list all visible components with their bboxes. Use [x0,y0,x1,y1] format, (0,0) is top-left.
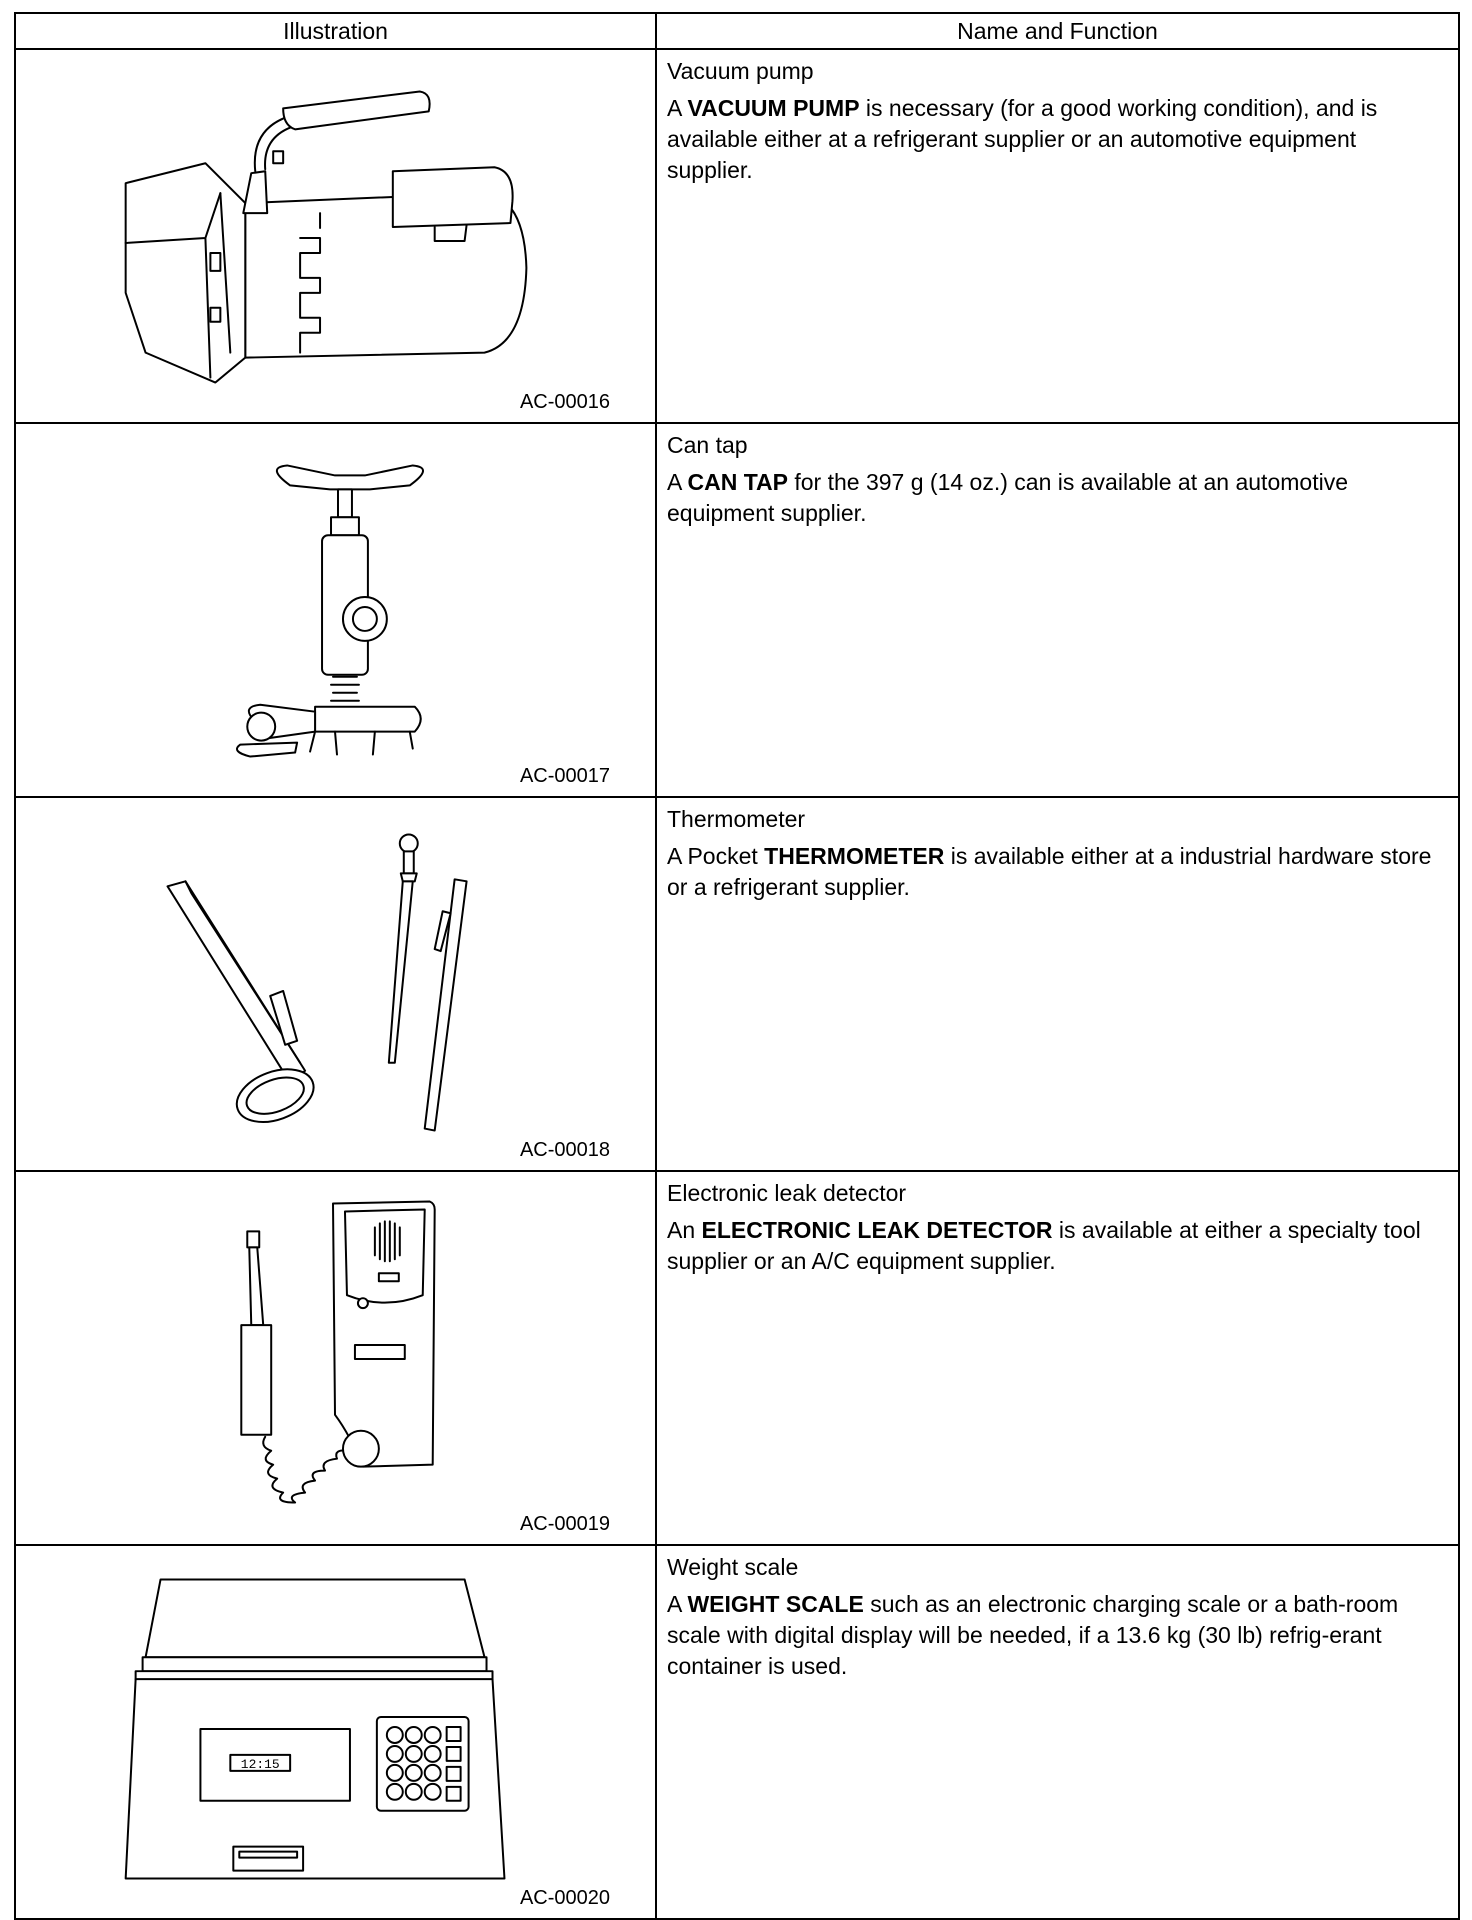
illustration-cell [15,49,656,423]
header-name-function: Name and Function [656,13,1459,49]
illustration-cell [15,797,656,1171]
figure-id: AC-00016 [519,391,610,413]
weight-scale-icon [16,1546,655,1918]
name-function-cell [656,1171,1459,1545]
table-row [15,49,1459,423]
table-row [15,1545,1459,1919]
tool-description [667,1215,1448,1277]
tool-name: Vacuum pump [667,58,814,84]
description-term: WEIGHT SCALE [687,1591,864,1617]
illustration-cell [15,1545,656,1919]
description-lead: A Pocket [667,843,765,869]
table-header-row [15,13,1459,49]
tool-name: Thermometer [667,806,806,832]
tools-table [14,12,1460,1920]
tool-name: Weight scale [667,1554,799,1580]
figure-id: AC-00017 [519,765,610,787]
description-lead: An [667,1217,702,1243]
description-lead: A [667,95,688,121]
description-text: is necessary (for a good working condition), and is available either at a refrigerant supplier or an automotive equipment supplier. [667,95,1378,183]
vacuum-pump-icon [16,50,655,422]
header-illustration: Illustration [15,13,656,49]
description-text: for the 397 g (14 oz.) can is available at an automotive equipment supplier. [667,469,1348,526]
tool-description [667,467,1448,529]
description-lead: A [667,1591,688,1617]
description-term: VACUUM PUMP [687,95,860,121]
name-function-cell [656,49,1459,423]
description-text: such as an electronic charging scale or a bath-room scale with digital display will be needed, if a 13.6 kg (30 lb) refrig-erant container is used. [667,1591,1399,1679]
leak-detector-icon [16,1172,655,1544]
illustration-cell [15,1171,656,1545]
description-text: is available at either a specialty tool supplier or an A/C equipment supplier. [667,1217,1421,1274]
description-lead: A [667,469,688,495]
figure-id: AC-00019 [519,1513,610,1535]
description-term: CAN TAP [687,469,788,495]
table-row [15,1171,1459,1545]
description-term: ELECTRONIC LEAK DETECTOR [701,1217,1053,1243]
can-tap-icon [16,424,655,796]
tool-description [667,93,1448,186]
tool-description [667,1589,1448,1682]
tool-name: Electronic leak detector [667,1180,907,1206]
name-function-cell [656,1545,1459,1919]
tool-description [667,841,1448,903]
thermometer-icon [16,798,655,1170]
name-function-cell [656,797,1459,1171]
table-row [15,423,1459,797]
description-text: is available either at a industrial hardware store or a refrigerant supplier. [667,843,1432,900]
figure-id: AC-00020 [519,1887,610,1909]
illustration-cell [15,423,656,797]
display-reading: 12:15 [240,1756,280,1772]
name-function-cell [656,423,1459,797]
figure-id: AC-00018 [519,1139,610,1161]
table-row [15,797,1459,1171]
description-term: THERMOMETER [764,843,945,869]
tool-name: Can tap [667,432,748,458]
